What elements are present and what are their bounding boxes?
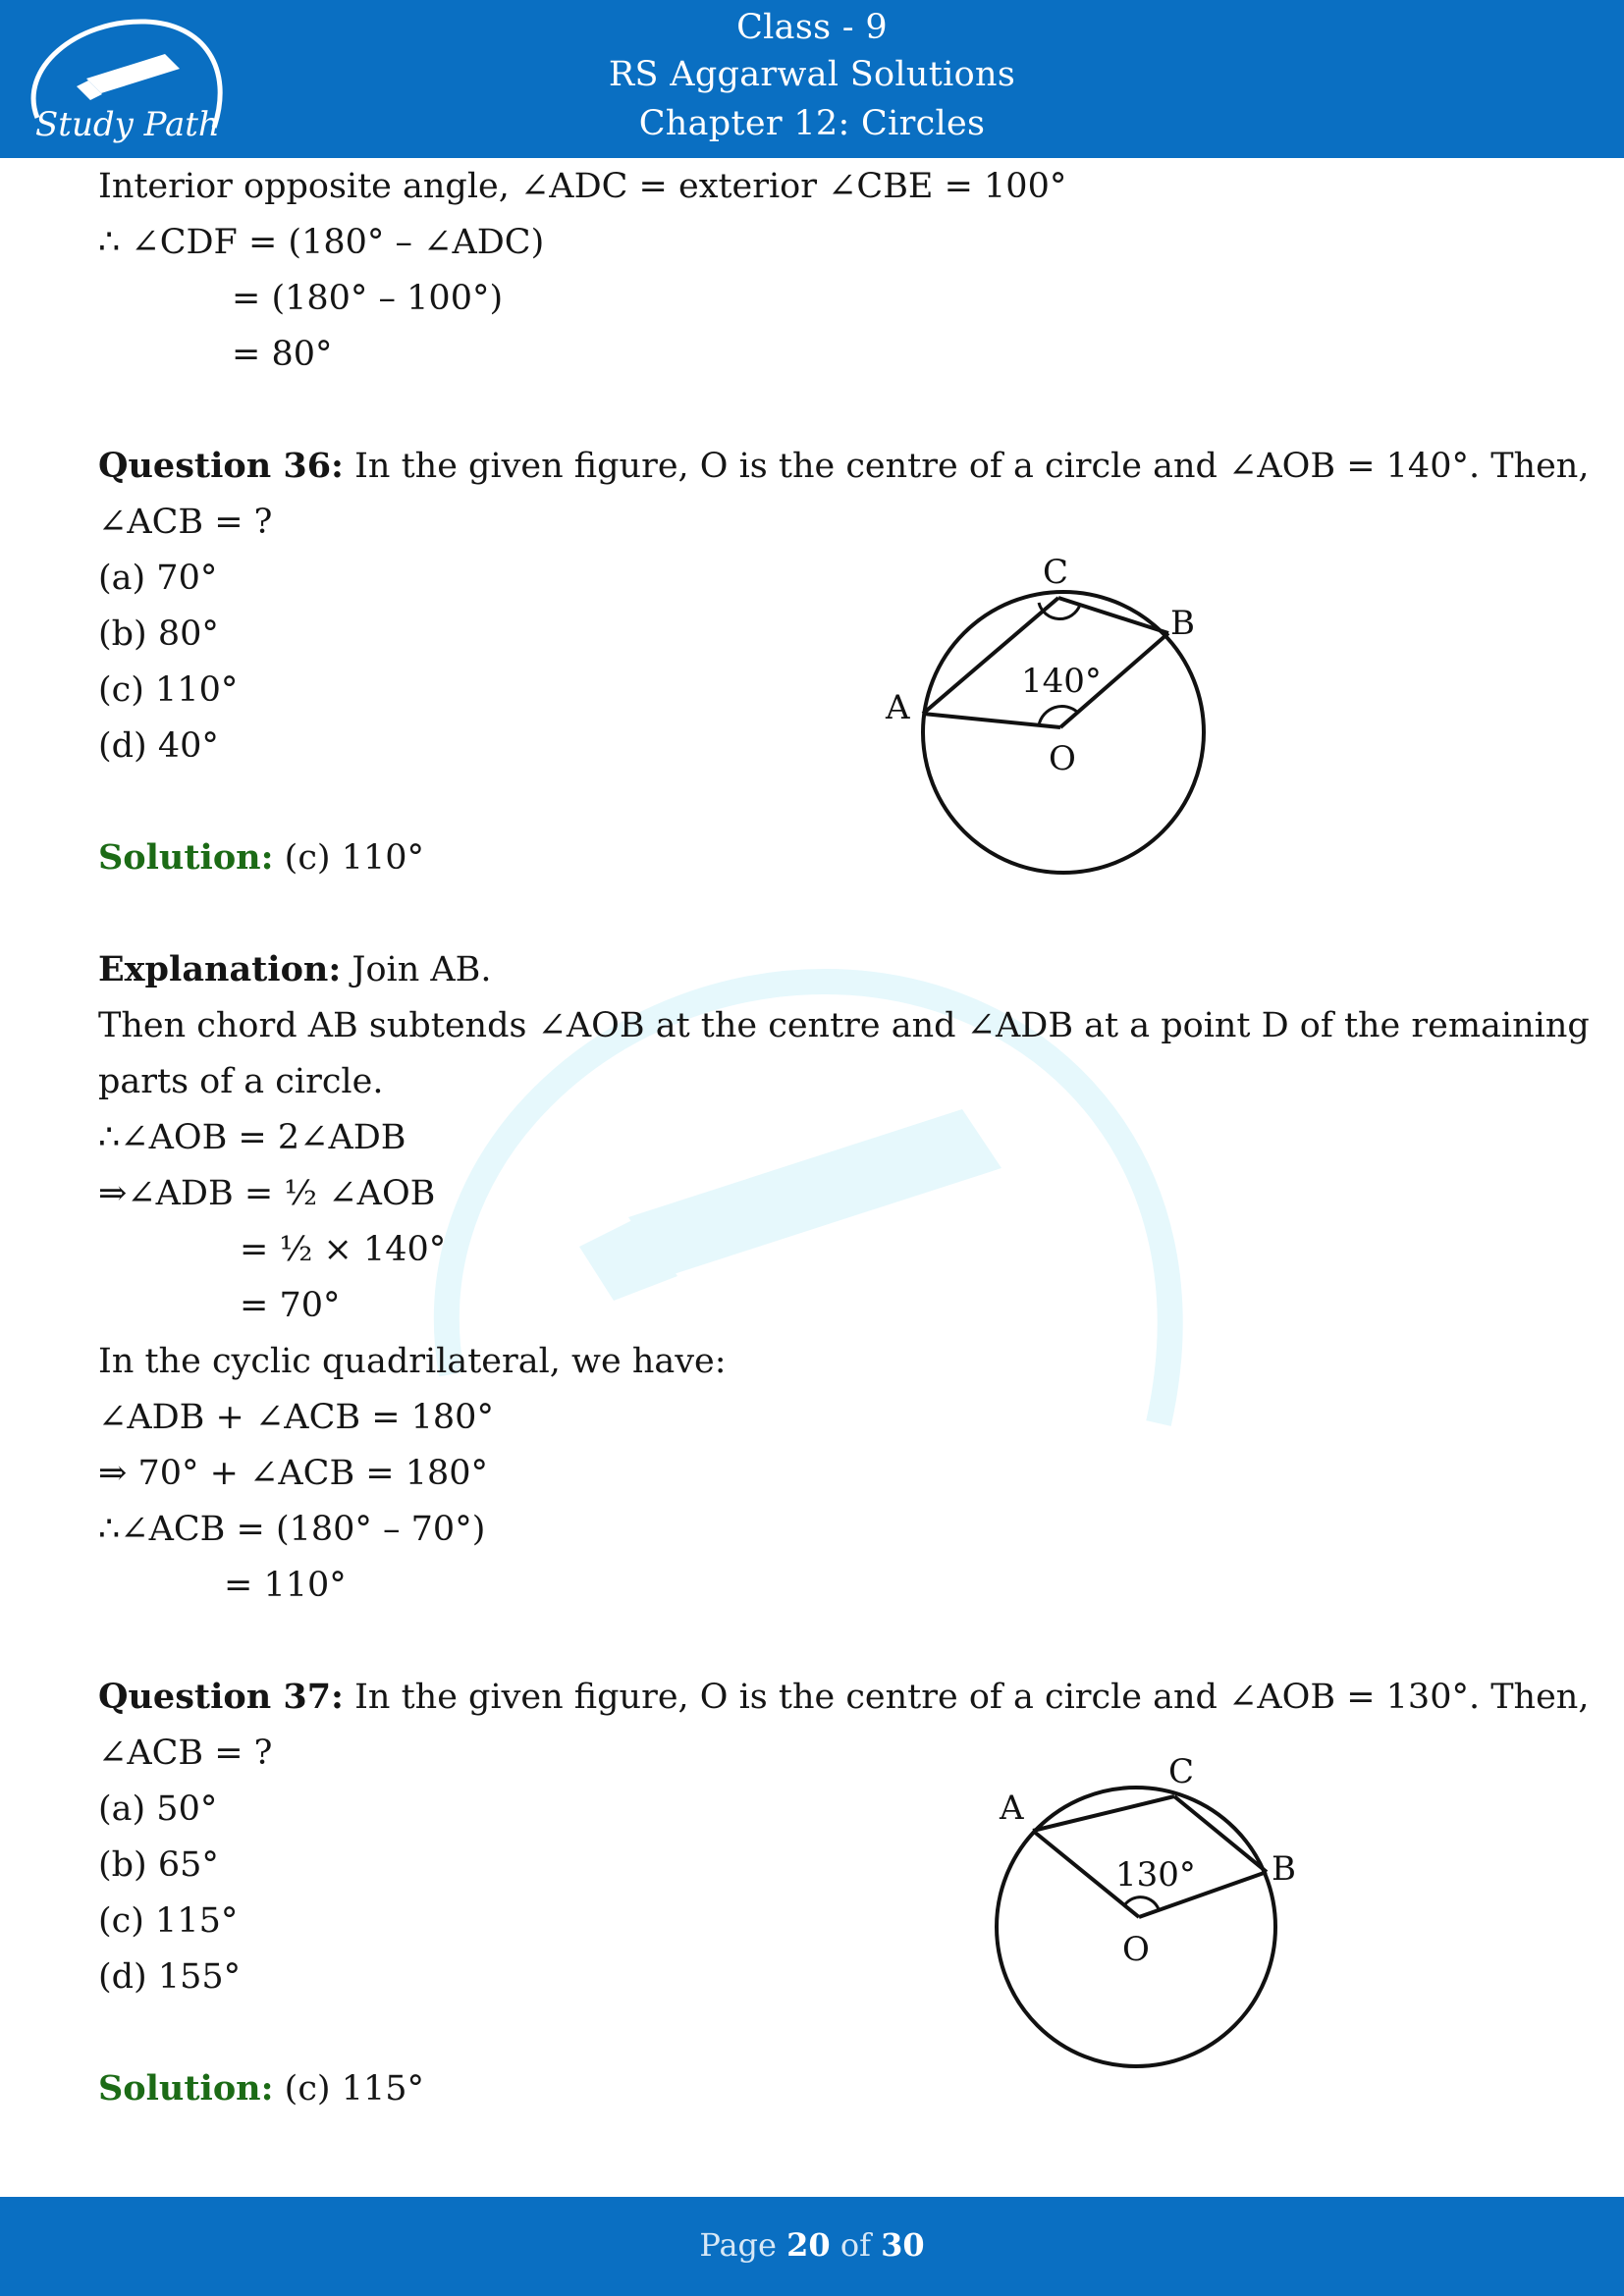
logo-text: Study Path [35,105,220,144]
q36-explanation [98,948,492,991]
q37-label-b: B [1272,1849,1296,1889]
header-chapter: Chapter 12: Circles [638,104,986,143]
page-total: 30 [881,2226,925,2264]
q37-figure [992,1747,1326,2076]
q36-text: In the given figure, O is the centre of a circle and ∠AOB = 140°. Then, [343,447,1590,486]
prev-line-4: = 80° [232,335,333,374]
q36-option-b: (b) 80° [98,614,219,654]
q37-solution-value: (c) 115° [273,2069,425,2109]
q37-label-o: O [1122,1930,1150,1969]
prev-line-2: ∴ ∠CDF = (180° – ∠ADC) [98,223,545,262]
q36-explanation-label: Explanation: [98,949,342,989]
q37-option-d: (d) 155° [98,1957,242,1997]
q36-label-c: C [1043,553,1069,592]
q36-step-6: = 70° [240,1286,341,1325]
q37-solution [98,2067,424,2110]
q36-solution-label: Solution: [98,837,274,878]
q37-angle-label: 130° [1115,1855,1196,1895]
header-class: Class - 9 [736,8,888,47]
q36-label-a: A [886,688,910,727]
q36-solution [98,836,424,880]
page-current: 20 [786,2226,831,2264]
q36-solution-value: (c) 110° [273,838,425,878]
q36-option-d: (d) 40° [98,726,219,766]
q37-solution-label: Solution: [98,2068,274,2109]
q37-text: In the given figure, O is the centre of a circle and ∠AOB = 130°. Then, [343,1678,1590,1717]
q37-label-c: C [1168,1752,1195,1791]
header-book: RS Aggarwal Solutions [608,55,1016,94]
q36-label-o: O [1049,739,1076,778]
q37-option-a: (a) 50° [98,1789,218,1829]
q36-explanation-first: Join AB. [341,950,492,989]
q37-question [98,1676,1589,1719]
q36-step-5: = ½ × 140° [240,1230,447,1269]
q36-label-b: B [1170,604,1195,643]
q37-text2: ∠ACB = ? [98,1734,273,1773]
q36-option-c: (c) 110° [98,670,239,710]
q36-text2: ∠ACB = ? [98,503,273,542]
page-footer [0,2197,1624,2296]
q36-step-4: ⇒∠ADB = ½ ∠AOB [98,1174,436,1213]
q37-option-c: (c) 115° [98,1901,239,1941]
page-header [0,0,1624,158]
prev-line-3: = (180° – 100°) [232,279,504,318]
q37-label-a: A [1000,1789,1024,1828]
q36-angle-label: 140° [1021,662,1102,701]
q36-step-3: ∴∠AOB = 2∠ADB [98,1118,406,1157]
q36-step-1: Then chord AB subtends ∠AOB at the centre and ∠ADB at a point D of the remaining [98,1006,1590,1045]
prev-line-1: Interior opposite angle, ∠ADC = exterior ∠CBE = 100° [98,167,1067,206]
page-of-word: of [830,2226,882,2264]
q36-option-a: (a) 70° [98,559,218,598]
q36-step-8: ∠ADB + ∠ACB = 180° [98,1398,494,1437]
page-word: Page [699,2226,787,2264]
page-number [0,2226,1624,2264]
q36-figure [874,540,1227,888]
q37-option-b: (b) 65° [98,1845,219,1885]
q36-step-9: ⇒ 70° + ∠ACB = 180° [98,1454,489,1493]
q36-question [98,445,1589,488]
q36-step-7: In the cyclic quadrilateral, we have: [98,1342,727,1381]
q36-step-2: parts of a circle. [98,1062,384,1101]
q36-step-11: = 110° [224,1566,347,1605]
q37-label: Question 37: [98,1677,344,1717]
q36-label: Question 36: [98,446,344,486]
q36-step-10: ∴∠ACB = (180° – 70°) [98,1510,486,1549]
